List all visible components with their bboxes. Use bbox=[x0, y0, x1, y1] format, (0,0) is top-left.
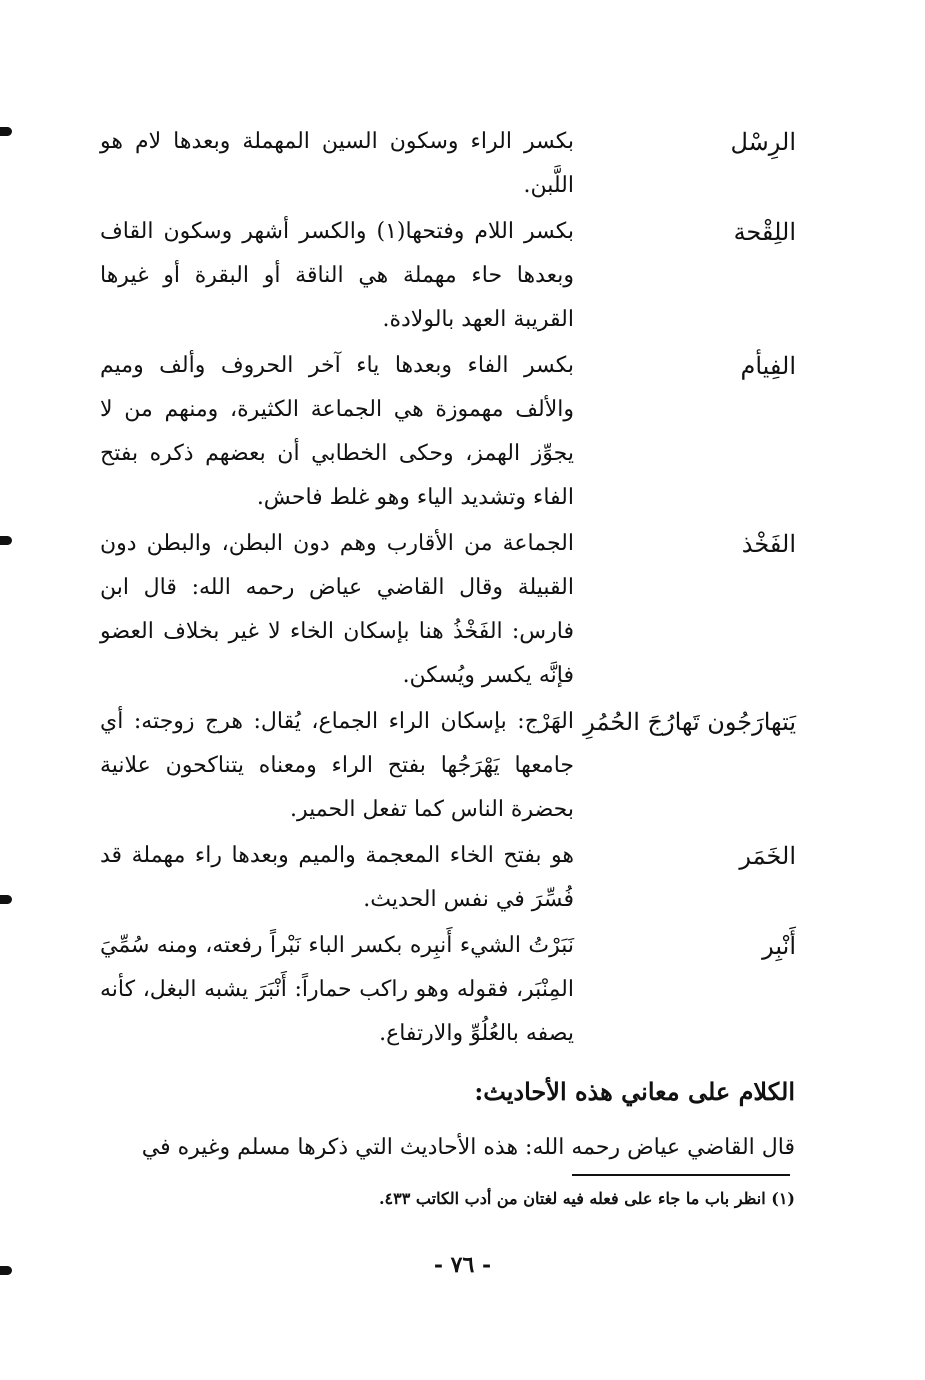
footnote-separator bbox=[572, 1174, 790, 1176]
glossary-term: الفَخْذ bbox=[741, 530, 796, 558]
glossary-definition: بكسر الراء وسكون السين المهملة وبعدها لام هو اللَّبن. bbox=[100, 129, 574, 198]
glossary-definition: الهَرْج: بإسكان الراء الجماع، يُقال: هرج زوجته: أي جامعها يَهْرَجُها بفتح الراء ومعناه يتناكحون علانية بحضرة الناس كما تفعل الحمير. bbox=[100, 709, 574, 822]
glossary-entry bbox=[100, 120, 796, 208]
scan-edge-mark bbox=[0, 536, 12, 545]
glossary-entry bbox=[100, 522, 796, 698]
glossary-entry bbox=[100, 924, 796, 1056]
body-paragraph: قال القاضي عياض رحمه الله: هذه الأحاديث التي ذكرها مسلم وغيره في bbox=[141, 1135, 795, 1160]
section-heading: الكلام على معاني هذه الأحاديث: bbox=[474, 1077, 795, 1106]
glossary-term: الفِيأم bbox=[740, 352, 796, 380]
glossary-definition: بكسر الفاء وبعدها ياء آخر الحروف وألف وميم والألف مهموزة هي الجماعة الكثيرة، ومنهم من لا يجوِّز الهمز، وحكى الخطابي أن بعضهم ذكره بفتح الفاء وتشديد الياء وهو غلط فاحش. bbox=[100, 353, 574, 510]
glossary-definition: الجماعة من الأقارب وهم دون البطن، والبطن دون القبيلة وقال القاضي عياض رحمه الله: قال ابن فارس: الفَخْذُ هنا بإسكان الخاء لا غير بخلاف العضو فإنَّه يكسر ويُسكن. bbox=[100, 531, 574, 688]
glossary-entry bbox=[100, 834, 796, 922]
glossary-entries bbox=[100, 120, 796, 1058]
scan-edge-mark bbox=[0, 895, 12, 904]
glossary-entry bbox=[100, 700, 796, 832]
glossary-entry bbox=[100, 210, 796, 342]
glossary-term: الرِسْل bbox=[730, 128, 796, 156]
glossary-term: الخَمَر bbox=[739, 842, 796, 870]
glossary-term: أَنْبِر bbox=[762, 932, 796, 960]
scan-edge-mark bbox=[0, 127, 12, 136]
glossary-definition: نَبَرْتُ الشيء أَنبِره بكسر الباء نَبْراً رفعته، ومنه سُمِّيَ المِنْبَر، فقوله وهو راكب حماراً: أَنْبَرَ يشبه البغل، كأنه يصفه بالعُلُوِّ والارتفاع. bbox=[100, 933, 574, 1046]
glossary-term: يَتهارَجُون تَهارُجَ الحُمُرِ bbox=[583, 708, 796, 736]
glossary-entry bbox=[100, 344, 796, 520]
glossary-term: اللِقْحة bbox=[733, 218, 796, 246]
glossary-definition: هو بفتح الخاء المعجمة والميم وبعدها راء مهملة قد فُسِّرَ في نفس الحديث. bbox=[100, 843, 574, 912]
page-number: - ٧٦ - bbox=[433, 1252, 492, 1278]
glossary-definition: بكسر اللام وفتحها(١) والكسر أشهر وسكون القاف وبعدها حاء مهملة هي الناقة أو البقرة أو غيرها القريبة العهد بالولادة. bbox=[100, 219, 574, 332]
footnote: (١) انظر باب ما جاء على فعله فيه لغتان من أدب الكاتب ٤٣٣. bbox=[378, 1189, 795, 1208]
